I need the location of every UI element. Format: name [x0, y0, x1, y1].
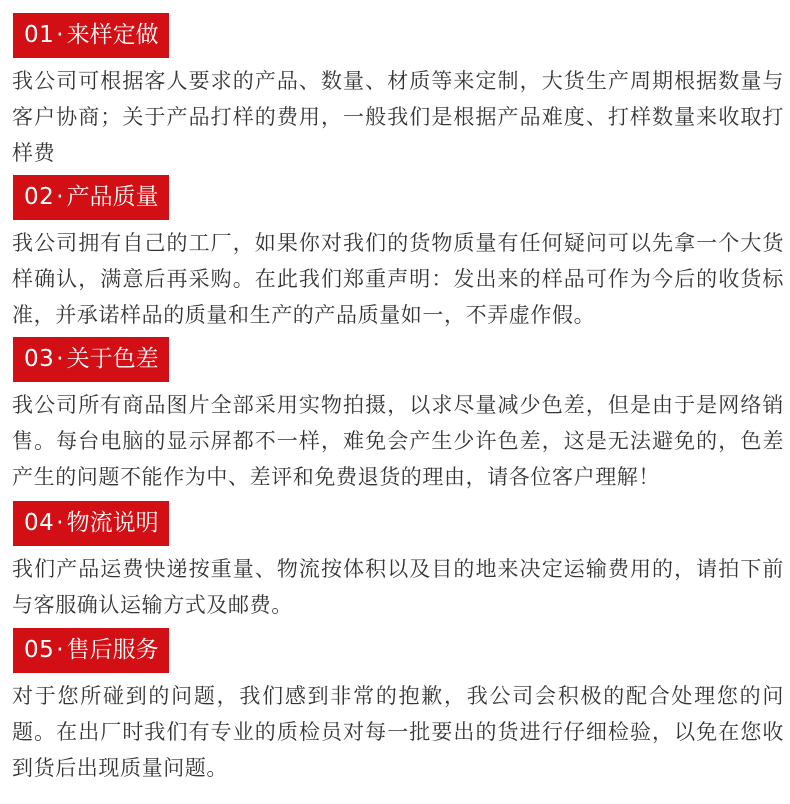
section-number: 03: [24, 346, 55, 372]
section-separator: ·: [56, 346, 64, 372]
section-heading: [13, 501, 169, 546]
section-number: 02: [24, 184, 55, 210]
section-separator: ·: [56, 637, 64, 663]
section-number: 05: [24, 637, 55, 663]
section-body-text: 我们产品运费快递按重量、物流按体积以及目的地来决定运输费用的，请拍下前与客服确认运输方式及邮费。: [12, 557, 784, 617]
section-number: 01: [24, 22, 55, 48]
section-body-text: 我公司所有商品图片全部采用实物拍摄，以求尽量减少色差，但是由于是网络销售。每台电脑的显示屏都不一样，难免会产生少许色差，这是无法避免的，色差产生的问题不能作为中、差评和免费退货的理由，请各位客户理解！: [12, 393, 784, 489]
section-title: 来样定做: [66, 22, 159, 48]
section-title: 物流说明: [66, 510, 159, 536]
section-heading: [13, 13, 169, 58]
section-separator: ·: [56, 184, 64, 210]
section-heading: [13, 628, 169, 673]
section-body-text: 对于您所碰到的问题，我们感到非常的抱歉，我公司会积极的配合处理您的问题。在出厂时我们有专业的质检员对每一批要出的货进行仔细检验，以免在您收到货后出现质量问题。: [12, 684, 784, 780]
section-number: 04: [24, 510, 55, 536]
section-heading: [13, 175, 169, 220]
section-title: 产品质量: [66, 184, 159, 210]
section-title: 关于色差: [66, 346, 159, 372]
section-heading: [13, 337, 169, 382]
section-separator: ·: [56, 510, 64, 536]
section-body-text: 我公司拥有自己的工厂，如果你对我们的货物质量有任何疑问可以先拿一个大货样确认，满意后再采购。在此我们郑重声明：发出来的样品可作为今后的收货标准，并承诺样品的质量和生产的产品质量如一，不弄虚作假。: [12, 231, 784, 327]
section-title: 售后服务: [66, 637, 159, 663]
section-separator: ·: [56, 22, 64, 48]
section-body-text: 我公司可根据客人要求的产品、数量、材质等来定制，大货生产周期根据数量与客户协商；关于产品打样的费用，一般我们是根据产品难度、打样数量来收取打样费: [12, 69, 784, 165]
